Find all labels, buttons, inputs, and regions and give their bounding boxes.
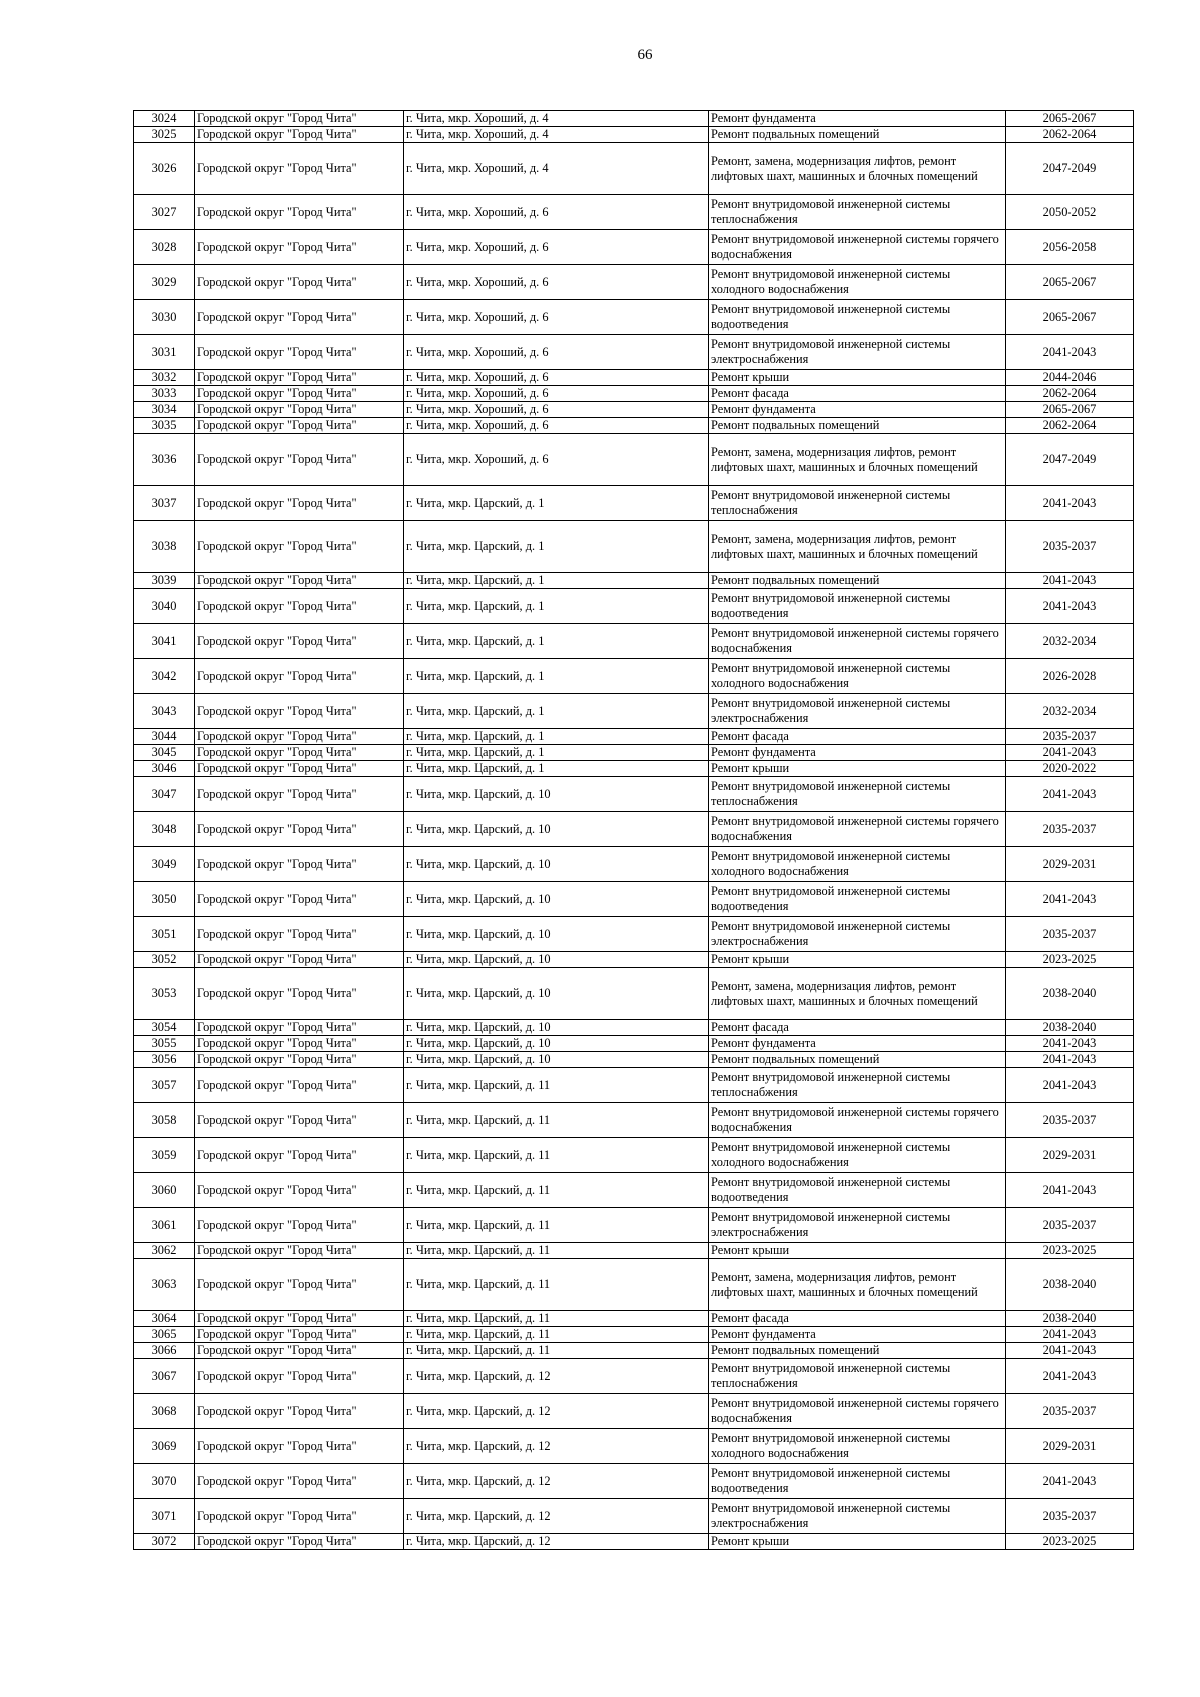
address-cell: г. Чита, мкр. Царский, д. 1 xyxy=(404,589,709,624)
address-cell: г. Чита, мкр. Хороший, д. 4 xyxy=(404,143,709,195)
table-row xyxy=(134,1311,1134,1327)
row-number-cell: 3059 xyxy=(134,1138,195,1173)
address-cell: г. Чита, мкр. Царский, д. 1 xyxy=(404,573,709,589)
work-type-cell: Ремонт крыши xyxy=(709,952,1006,968)
period-cell: 2035-2037 xyxy=(1006,521,1134,573)
table-row xyxy=(134,1343,1134,1359)
period-cell: 2038-2040 xyxy=(1006,1259,1134,1311)
address-cell: г. Чита, мкр. Царский, д. 10 xyxy=(404,847,709,882)
table-row xyxy=(134,589,1134,624)
municipality-cell: Городской округ "Город Чита" xyxy=(195,1359,404,1394)
row-number-cell: 3033 xyxy=(134,386,195,402)
row-number-cell: 3042 xyxy=(134,659,195,694)
row-number-cell: 3052 xyxy=(134,952,195,968)
work-type-cell: Ремонт внутридомовой инженерной системы холодного водоснабжения xyxy=(709,847,1006,882)
table-row xyxy=(134,1359,1134,1394)
period-cell: 2032-2034 xyxy=(1006,624,1134,659)
table-row xyxy=(134,812,1134,847)
table-row xyxy=(134,1036,1134,1052)
period-cell: 2041-2043 xyxy=(1006,1036,1134,1052)
address-cell: г. Чита, мкр. Хороший, д. 6 xyxy=(404,335,709,370)
period-cell: 2062-2064 xyxy=(1006,386,1134,402)
municipality-cell: Городской округ "Город Чита" xyxy=(195,1243,404,1259)
row-number-cell: 3027 xyxy=(134,195,195,230)
table-row xyxy=(134,882,1134,917)
municipality-cell: Городской округ "Город Чита" xyxy=(195,624,404,659)
municipality-cell: Городской округ "Город Чита" xyxy=(195,1138,404,1173)
address-cell: г. Чита, мкр. Хороший, д. 6 xyxy=(404,418,709,434)
work-type-cell: Ремонт крыши xyxy=(709,1534,1006,1550)
municipality-cell: Городской округ "Город Чита" xyxy=(195,335,404,370)
address-cell: г. Чита, мкр. Хороший, д. 6 xyxy=(404,230,709,265)
municipality-cell: Городской округ "Город Чита" xyxy=(195,386,404,402)
table-row xyxy=(134,386,1134,402)
period-cell: 2038-2040 xyxy=(1006,968,1134,1020)
address-cell: г. Чита, мкр. Царский, д. 10 xyxy=(404,952,709,968)
address-cell: г. Чита, мкр. Царский, д. 12 xyxy=(404,1534,709,1550)
period-cell: 2035-2037 xyxy=(1006,1394,1134,1429)
address-cell: г. Чита, мкр. Царский, д. 12 xyxy=(404,1464,709,1499)
period-cell: 2035-2037 xyxy=(1006,1208,1134,1243)
address-cell: г. Чита, мкр. Царский, д. 12 xyxy=(404,1429,709,1464)
address-cell: г. Чита, мкр. Царский, д. 12 xyxy=(404,1359,709,1394)
period-cell: 2041-2043 xyxy=(1006,777,1134,812)
work-type-cell: Ремонт фасада xyxy=(709,1311,1006,1327)
period-cell: 2047-2049 xyxy=(1006,434,1134,486)
work-type-cell: Ремонт, замена, модернизация лифтов, ремонт лифтовых шахт, машинных и блочных помещений xyxy=(709,434,1006,486)
municipality-cell: Городской округ "Город Чита" xyxy=(195,1068,404,1103)
row-number-cell: 3031 xyxy=(134,335,195,370)
work-type-cell: Ремонт подвальных помещений xyxy=(709,1052,1006,1068)
table-row xyxy=(134,265,1134,300)
row-number-cell: 3064 xyxy=(134,1311,195,1327)
row-number-cell: 3032 xyxy=(134,370,195,386)
work-type-cell: Ремонт внутридомовой инженерной системы электроснабжения xyxy=(709,335,1006,370)
table-body xyxy=(134,111,1134,1550)
row-number-cell: 3030 xyxy=(134,300,195,335)
work-type-cell: Ремонт внутридомовой инженерной системы горячего водоснабжения xyxy=(709,624,1006,659)
row-number-cell: 3025 xyxy=(134,127,195,143)
address-cell: г. Чита, мкр. Царский, д. 1 xyxy=(404,624,709,659)
municipality-cell: Городской округ "Город Чита" xyxy=(195,1327,404,1343)
period-cell: 2065-2067 xyxy=(1006,265,1134,300)
work-type-cell: Ремонт внутридомовой инженерной системы электроснабжения xyxy=(709,917,1006,952)
row-number-cell: 3043 xyxy=(134,694,195,729)
row-number-cell: 3062 xyxy=(134,1243,195,1259)
municipality-cell: Городской округ "Город Чита" xyxy=(195,1499,404,1534)
address-cell: г. Чита, мкр. Хороший, д. 6 xyxy=(404,265,709,300)
work-type-cell: Ремонт подвальных помещений xyxy=(709,1343,1006,1359)
table-row xyxy=(134,370,1134,386)
table-row xyxy=(134,143,1134,195)
table-row xyxy=(134,745,1134,761)
table-row xyxy=(134,1138,1134,1173)
row-number-cell: 3060 xyxy=(134,1173,195,1208)
row-number-cell: 3067 xyxy=(134,1359,195,1394)
address-cell: г. Чита, мкр. Хороший, д. 4 xyxy=(404,111,709,127)
period-cell: 2041-2043 xyxy=(1006,573,1134,589)
period-cell: 2020-2022 xyxy=(1006,761,1134,777)
period-cell: 2047-2049 xyxy=(1006,143,1134,195)
address-cell: г. Чита, мкр. Царский, д. 11 xyxy=(404,1259,709,1311)
work-type-cell: Ремонт внутридомовой инженерной системы водоотведения xyxy=(709,882,1006,917)
row-number-cell: 3061 xyxy=(134,1208,195,1243)
address-cell: г. Чита, мкр. Хороший, д. 6 xyxy=(404,370,709,386)
work-type-cell: Ремонт внутридомовой инженерной системы холодного водоснабжения xyxy=(709,659,1006,694)
municipality-cell: Городской округ "Город Чита" xyxy=(195,230,404,265)
period-cell: 2050-2052 xyxy=(1006,195,1134,230)
table-row xyxy=(134,1534,1134,1550)
period-cell: 2041-2043 xyxy=(1006,1343,1134,1359)
address-cell: г. Чита, мкр. Царский, д. 1 xyxy=(404,694,709,729)
table-row xyxy=(134,1429,1134,1464)
work-type-cell: Ремонт, замена, модернизация лифтов, ремонт лифтовых шахт, машинных и блочных помещений xyxy=(709,143,1006,195)
municipality-cell: Городской округ "Город Чита" xyxy=(195,882,404,917)
table-row xyxy=(134,1103,1134,1138)
work-type-cell: Ремонт внутридомовой инженерной системы теплоснабжения xyxy=(709,195,1006,230)
address-cell: г. Чита, мкр. Царский, д. 10 xyxy=(404,812,709,847)
address-cell: г. Чита, мкр. Царский, д. 11 xyxy=(404,1138,709,1173)
row-number-cell: 3037 xyxy=(134,486,195,521)
work-type-cell: Ремонт внутридомовой инженерной системы горячего водоснабжения xyxy=(709,812,1006,847)
address-cell: г. Чита, мкр. Царский, д. 10 xyxy=(404,917,709,952)
table-row xyxy=(134,230,1134,265)
row-number-cell: 3028 xyxy=(134,230,195,265)
period-cell: 2023-2025 xyxy=(1006,1243,1134,1259)
table-row xyxy=(134,335,1134,370)
table-row xyxy=(134,1068,1134,1103)
address-cell: г. Чита, мкр. Царский, д. 10 xyxy=(404,968,709,1020)
work-type-cell: Ремонт подвальных помещений xyxy=(709,418,1006,434)
work-type-cell: Ремонт фундамента xyxy=(709,1327,1006,1343)
period-cell: 2023-2025 xyxy=(1006,1534,1134,1550)
period-cell: 2023-2025 xyxy=(1006,952,1134,968)
row-number-cell: 3066 xyxy=(134,1343,195,1359)
table-row xyxy=(134,1208,1134,1243)
work-type-cell: Ремонт внутридомовой инженерной системы электроснабжения xyxy=(709,694,1006,729)
row-number-cell: 3070 xyxy=(134,1464,195,1499)
address-cell: г. Чита, мкр. Царский, д. 1 xyxy=(404,486,709,521)
row-number-cell: 3044 xyxy=(134,729,195,745)
municipality-cell: Городской округ "Город Чита" xyxy=(195,195,404,230)
row-number-cell: 3024 xyxy=(134,111,195,127)
period-cell: 2041-2043 xyxy=(1006,1068,1134,1103)
municipality-cell: Городской округ "Город Чита" xyxy=(195,589,404,624)
municipality-cell: Городской округ "Город Чита" xyxy=(195,143,404,195)
municipality-cell: Городской округ "Город Чита" xyxy=(195,917,404,952)
period-cell: 2041-2043 xyxy=(1006,1052,1134,1068)
period-cell: 2062-2064 xyxy=(1006,418,1134,434)
address-cell: г. Чита, мкр. Царский, д. 1 xyxy=(404,729,709,745)
period-cell: 2041-2043 xyxy=(1006,589,1134,624)
address-cell: г. Чита, мкр. Хороший, д. 6 xyxy=(404,195,709,230)
period-cell: 2041-2043 xyxy=(1006,1327,1134,1343)
row-number-cell: 3035 xyxy=(134,418,195,434)
period-cell: 2041-2043 xyxy=(1006,486,1134,521)
address-cell: г. Чита, мкр. Хороший, д. 6 xyxy=(404,300,709,335)
row-number-cell: 3041 xyxy=(134,624,195,659)
address-cell: г. Чита, мкр. Царский, д. 10 xyxy=(404,777,709,812)
row-number-cell: 3057 xyxy=(134,1068,195,1103)
address-cell: г. Чита, мкр. Царский, д. 1 xyxy=(404,521,709,573)
period-cell: 2029-2031 xyxy=(1006,1138,1134,1173)
work-type-cell: Ремонт подвальных помещений xyxy=(709,127,1006,143)
address-cell: г. Чита, мкр. Царский, д. 11 xyxy=(404,1208,709,1243)
table-row xyxy=(134,952,1134,968)
period-cell: 2029-2031 xyxy=(1006,1429,1134,1464)
row-number-cell: 3034 xyxy=(134,402,195,418)
work-type-cell: Ремонт фундамента xyxy=(709,402,1006,418)
municipality-cell: Городской округ "Город Чита" xyxy=(195,729,404,745)
row-number-cell: 3068 xyxy=(134,1394,195,1429)
table-row xyxy=(134,418,1134,434)
period-cell: 2056-2058 xyxy=(1006,230,1134,265)
municipality-cell: Городской округ "Город Чита" xyxy=(195,486,404,521)
period-cell: 2038-2040 xyxy=(1006,1020,1134,1036)
work-type-cell: Ремонт фасада xyxy=(709,729,1006,745)
table-row xyxy=(134,573,1134,589)
table-row xyxy=(134,1243,1134,1259)
address-cell: г. Чита, мкр. Царский, д. 11 xyxy=(404,1243,709,1259)
row-number-cell: 3063 xyxy=(134,1259,195,1311)
address-cell: г. Чита, мкр. Царский, д. 1 xyxy=(404,761,709,777)
address-cell: г. Чита, мкр. Царский, д. 10 xyxy=(404,882,709,917)
municipality-cell: Городской округ "Город Чита" xyxy=(195,1429,404,1464)
period-cell: 2044-2046 xyxy=(1006,370,1134,386)
table-row xyxy=(134,1394,1134,1429)
work-type-cell: Ремонт крыши xyxy=(709,761,1006,777)
work-type-cell: Ремонт крыши xyxy=(709,370,1006,386)
table-row xyxy=(134,694,1134,729)
period-cell: 2026-2028 xyxy=(1006,659,1134,694)
table-row xyxy=(134,486,1134,521)
row-number-cell: 3069 xyxy=(134,1429,195,1464)
table-row xyxy=(134,777,1134,812)
work-type-cell: Ремонт, замена, модернизация лифтов, ремонт лифтовых шахт, машинных и блочных помещений xyxy=(709,968,1006,1020)
municipality-cell: Городской округ "Город Чита" xyxy=(195,659,404,694)
table-row xyxy=(134,434,1134,486)
municipality-cell: Городской округ "Город Чита" xyxy=(195,952,404,968)
row-number-cell: 3056 xyxy=(134,1052,195,1068)
row-number-cell: 3047 xyxy=(134,777,195,812)
municipality-cell: Городской округ "Город Чита" xyxy=(195,847,404,882)
address-cell: г. Чита, мкр. Царский, д. 12 xyxy=(404,1499,709,1534)
work-type-cell: Ремонт внутридомовой инженерной системы теплоснабжения xyxy=(709,777,1006,812)
table-row xyxy=(134,402,1134,418)
address-cell: г. Чита, мкр. Хороший, д. 6 xyxy=(404,386,709,402)
table-row xyxy=(134,195,1134,230)
municipality-cell: Городской округ "Город Чита" xyxy=(195,1020,404,1036)
row-number-cell: 3029 xyxy=(134,265,195,300)
municipality-cell: Городской округ "Город Чита" xyxy=(195,370,404,386)
municipality-cell: Городской округ "Город Чита" xyxy=(195,777,404,812)
address-cell: г. Чита, мкр. Царский, д. 10 xyxy=(404,1020,709,1036)
table-row xyxy=(134,1020,1134,1036)
repair-schedule-table xyxy=(133,110,1134,1550)
municipality-cell: Городской округ "Город Чита" xyxy=(195,127,404,143)
table-row xyxy=(134,127,1134,143)
period-cell: 2041-2043 xyxy=(1006,1173,1134,1208)
table-row xyxy=(134,659,1134,694)
address-cell: г. Чита, мкр. Царский, д. 11 xyxy=(404,1068,709,1103)
work-type-cell: Ремонт фундамента xyxy=(709,745,1006,761)
municipality-cell: Городской округ "Город Чита" xyxy=(195,418,404,434)
work-type-cell: Ремонт внутридомовой инженерной системы водоотведения xyxy=(709,300,1006,335)
work-type-cell: Ремонт фасада xyxy=(709,386,1006,402)
municipality-cell: Городской округ "Город Чита" xyxy=(195,694,404,729)
work-type-cell: Ремонт крыши xyxy=(709,1243,1006,1259)
row-number-cell: 3038 xyxy=(134,521,195,573)
work-type-cell: Ремонт внутридомовой инженерной системы теплоснабжения xyxy=(709,486,1006,521)
municipality-cell: Городской округ "Город Чита" xyxy=(195,1259,404,1311)
work-type-cell: Ремонт внутридомовой инженерной системы теплоснабжения xyxy=(709,1068,1006,1103)
work-type-cell: Ремонт внутридомовой инженерной системы электроснабжения xyxy=(709,1208,1006,1243)
work-type-cell: Ремонт, замена, модернизация лифтов, ремонт лифтовых шахт, машинных и блочных помещений xyxy=(709,1259,1006,1311)
row-number-cell: 3054 xyxy=(134,1020,195,1036)
row-number-cell: 3050 xyxy=(134,882,195,917)
period-cell: 2035-2037 xyxy=(1006,1499,1134,1534)
work-type-cell: Ремонт внутридомовой инженерной системы теплоснабжения xyxy=(709,1359,1006,1394)
table-row xyxy=(134,624,1134,659)
period-cell: 2041-2043 xyxy=(1006,882,1134,917)
work-type-cell: Ремонт внутридомовой инженерной системы холодного водоснабжения xyxy=(709,1429,1006,1464)
municipality-cell: Городской округ "Город Чита" xyxy=(195,745,404,761)
address-cell: г. Чита, мкр. Царский, д. 1 xyxy=(404,745,709,761)
table-row xyxy=(134,1327,1134,1343)
period-cell: 2035-2037 xyxy=(1006,729,1134,745)
period-cell: 2065-2067 xyxy=(1006,402,1134,418)
row-number-cell: 3071 xyxy=(134,1499,195,1534)
table-row xyxy=(134,1464,1134,1499)
row-number-cell: 3036 xyxy=(134,434,195,486)
address-cell: г. Чита, мкр. Царский, д. 10 xyxy=(404,1052,709,1068)
municipality-cell: Городской округ "Город Чита" xyxy=(195,1534,404,1550)
table-row xyxy=(134,761,1134,777)
work-type-cell: Ремонт фундамента xyxy=(709,111,1006,127)
row-number-cell: 3045 xyxy=(134,745,195,761)
table-row xyxy=(134,847,1134,882)
address-cell: г. Чита, мкр. Царский, д. 12 xyxy=(404,1394,709,1429)
municipality-cell: Городской округ "Город Чита" xyxy=(195,111,404,127)
table-row xyxy=(134,521,1134,573)
work-type-cell: Ремонт внутридомовой инженерной системы горячего водоснабжения xyxy=(709,1394,1006,1429)
municipality-cell: Городской округ "Город Чита" xyxy=(195,1343,404,1359)
municipality-cell: Городской округ "Город Чита" xyxy=(195,265,404,300)
address-cell: г. Чита, мкр. Царский, д. 11 xyxy=(404,1173,709,1208)
row-number-cell: 3046 xyxy=(134,761,195,777)
row-number-cell: 3065 xyxy=(134,1327,195,1343)
address-cell: г. Чита, мкр. Хороший, д. 4 xyxy=(404,127,709,143)
work-type-cell: Ремонт подвальных помещений xyxy=(709,573,1006,589)
address-cell: г. Чита, мкр. Хороший, д. 6 xyxy=(404,402,709,418)
municipality-cell: Городской округ "Город Чита" xyxy=(195,1103,404,1138)
municipality-cell: Городской округ "Город Чита" xyxy=(195,812,404,847)
period-cell: 2041-2043 xyxy=(1006,1359,1134,1394)
row-number-cell: 3048 xyxy=(134,812,195,847)
table-row xyxy=(134,111,1134,127)
row-number-cell: 3072 xyxy=(134,1534,195,1550)
address-cell: г. Чита, мкр. Царский, д. 11 xyxy=(404,1103,709,1138)
municipality-cell: Городской округ "Город Чита" xyxy=(195,1173,404,1208)
municipality-cell: Городской округ "Город Чита" xyxy=(195,968,404,1020)
work-type-cell: Ремонт внутридомовой инженерной системы холодного водоснабжения xyxy=(709,1138,1006,1173)
table-row xyxy=(134,729,1134,745)
address-cell: г. Чита, мкр. Царский, д. 11 xyxy=(404,1311,709,1327)
table-row xyxy=(134,1173,1134,1208)
municipality-cell: Городской округ "Город Чита" xyxy=(195,402,404,418)
period-cell: 2041-2043 xyxy=(1006,1464,1134,1499)
row-number-cell: 3039 xyxy=(134,573,195,589)
table-row xyxy=(134,300,1134,335)
work-type-cell: Ремонт, замена, модернизация лифтов, ремонт лифтовых шахт, машинных и блочных помещений xyxy=(709,521,1006,573)
work-type-cell: Ремонт внутридомовой инженерной системы водоотведения xyxy=(709,589,1006,624)
period-cell: 2035-2037 xyxy=(1006,812,1134,847)
address-cell: г. Чита, мкр. Царский, д. 10 xyxy=(404,1036,709,1052)
work-type-cell: Ремонт внутридомовой инженерной системы электроснабжения xyxy=(709,1499,1006,1534)
work-type-cell: Ремонт внутридомовой инженерной системы водоотведения xyxy=(709,1464,1006,1499)
municipality-cell: Городской округ "Город Чита" xyxy=(195,1052,404,1068)
row-number-cell: 3051 xyxy=(134,917,195,952)
municipality-cell: Городской округ "Город Чита" xyxy=(195,434,404,486)
work-type-cell: Ремонт внутридомовой инженерной системы горячего водоснабжения xyxy=(709,1103,1006,1138)
municipality-cell: Городской округ "Город Чита" xyxy=(195,300,404,335)
work-type-cell: Ремонт внутридомовой инженерной системы холодного водоснабжения xyxy=(709,265,1006,300)
period-cell: 2032-2034 xyxy=(1006,694,1134,729)
period-cell: 2065-2067 xyxy=(1006,111,1134,127)
page-number: 66 xyxy=(637,47,653,63)
municipality-cell: Городской округ "Город Чита" xyxy=(195,1394,404,1429)
period-cell: 2035-2037 xyxy=(1006,917,1134,952)
period-cell: 2029-2031 xyxy=(1006,847,1134,882)
address-cell: г. Чита, мкр. Царский, д. 11 xyxy=(404,1343,709,1359)
period-cell: 2041-2043 xyxy=(1006,745,1134,761)
work-type-cell: Ремонт внутридомовой инженерной системы горячего водоснабжения xyxy=(709,230,1006,265)
table-row xyxy=(134,1259,1134,1311)
row-number-cell: 3058 xyxy=(134,1103,195,1138)
row-number-cell: 3049 xyxy=(134,847,195,882)
municipality-cell: Городской округ "Город Чита" xyxy=(195,1208,404,1243)
municipality-cell: Городской округ "Город Чита" xyxy=(195,573,404,589)
municipality-cell: Городской округ "Город Чита" xyxy=(195,761,404,777)
address-cell: г. Чита, мкр. Царский, д. 11 xyxy=(404,1327,709,1343)
period-cell: 2062-2064 xyxy=(1006,127,1134,143)
period-cell: 2038-2040 xyxy=(1006,1311,1134,1327)
municipality-cell: Городской округ "Город Чита" xyxy=(195,1464,404,1499)
address-cell: г. Чита, мкр. Хороший, д. 6 xyxy=(404,434,709,486)
row-number-cell: 3053 xyxy=(134,968,195,1020)
table-row xyxy=(134,968,1134,1020)
work-type-cell: Ремонт фундамента xyxy=(709,1036,1006,1052)
period-cell: 2035-2037 xyxy=(1006,1103,1134,1138)
period-cell: 2041-2043 xyxy=(1006,335,1134,370)
row-number-cell: 3055 xyxy=(134,1036,195,1052)
work-type-cell: Ремонт фасада xyxy=(709,1020,1006,1036)
address-cell: г. Чита, мкр. Царский, д. 1 xyxy=(404,659,709,694)
table-row xyxy=(134,1499,1134,1534)
municipality-cell: Городской округ "Город Чита" xyxy=(195,1036,404,1052)
work-type-cell: Ремонт внутридомовой инженерной системы водоотведения xyxy=(709,1173,1006,1208)
row-number-cell: 3026 xyxy=(134,143,195,195)
municipality-cell: Городской округ "Город Чита" xyxy=(195,1311,404,1327)
municipality-cell: Городской округ "Город Чита" xyxy=(195,521,404,573)
period-cell: 2065-2067 xyxy=(1006,300,1134,335)
table-row xyxy=(134,917,1134,952)
table-row xyxy=(134,1052,1134,1068)
row-number-cell: 3040 xyxy=(134,589,195,624)
